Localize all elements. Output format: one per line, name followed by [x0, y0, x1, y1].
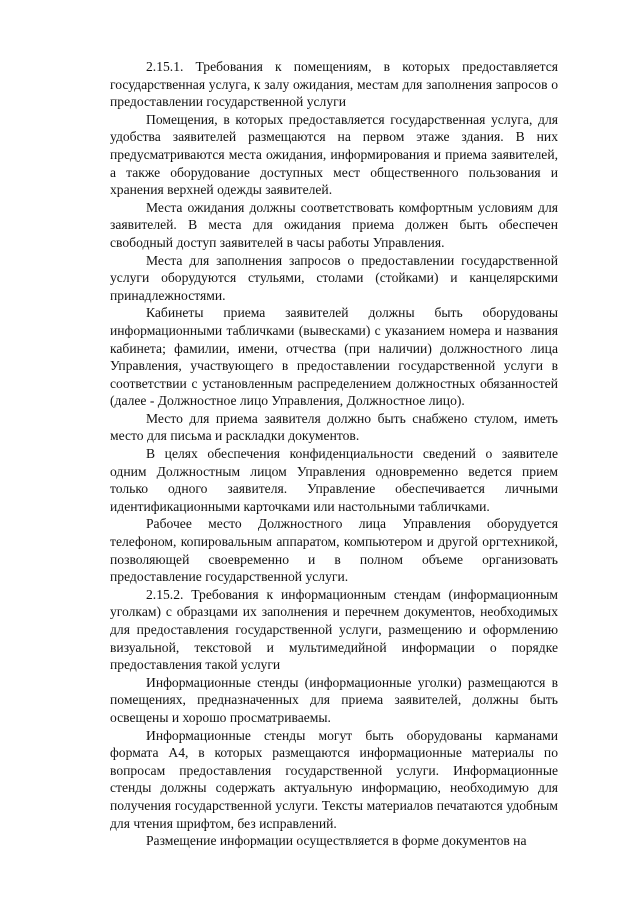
paragraph-waiting-places: Места ожидания должны соответствовать комфортным условиям для заявителей. В места для ожидания приема должен быть обеспечен свободный доступ заявителей в часы работы Управления. [110, 199, 558, 250]
paragraph-applicant-seat: Место для приема заявителя должно быть снабжено стулом, иметь место для письма и раскладки документов. [110, 410, 558, 444]
document-page [110, 58, 558, 850]
paragraph-info-stands-placement: Информационные стенды (информационные уголки) размещаются в помещениях, предназначенных для приема заявителей, должны быть освещены и хорошо просматриваемы. [110, 674, 558, 725]
paragraph-confidentiality: В целях обеспечения конфиденциальности сведений о заявителе одним Должностным лицом Управления одновременно ведется прием только одного заявителя. Управление обеспечивается личными идентификационными карточками или настольными табличками. [110, 446, 558, 514]
section-heading-2-15-1: 2.15.1. Требования к помещениям, в которых предоставляется государственная услуга, к залу ожидания, местам для заполнения запросов о предоставлении государственной услуги [110, 59, 558, 110]
section-heading-2-15-2: 2.15.2. Требования к информационным стендам (информационным уголкам) с образцами их заполнения и перечнем документов, необходимых для предоставления государственной услуги, размещению и оформлению визуальной, текстовой и мультимедийной информации о порядке предоставления такой услуги [110, 586, 558, 673]
paragraph-filling-places: Места для заполнения запросов о предоставлении государственной услуги оборудуются стульями, столами (стойками) и канцелярскими принадлежностями. [110, 252, 558, 303]
paragraph-info-stands-content: Информационные стенды могут быть оборудованы карманами формата А4, в которых размещаются информационные материалы по вопросам предоставления государственной услуги. Информационные стенды должны содержать актуальную информацию, необходимую для получения государственной услуги. Тексты материалов печатаются удобным для чтения шрифтом, без исправлений. [110, 727, 558, 831]
paragraph-info-placement: Размещение информации осуществляется в форме документов на [146, 833, 527, 849]
paragraph-reception-rooms: Кабинеты приема заявителей должны быть оборудованы информационными табличками (вывесками) с указанием номера и названия кабинета; фамилии, имени, отчества (при наличии) должностного лица Управления, участвующего в предоставлении государственной услуги в соответствии с установленным распределением должностных обязанностей (далее - Должностное лицо Управления, Должностное лицо). [110, 305, 558, 409]
paragraph-workplace: Рабочее место Должностного лица Управления оборудуется телефоном, копировальным аппаратом, компьютером и другой оргтехникой, позволяющей своевременно и в полном объеме организовать предоставление государственной услуги. [110, 516, 558, 585]
paragraph-premises: Помещения, в которых предоставляется государственная услуга, для удобства заявителей размещаются на первом этаже здания. В них предусматриваются места ожидания, информирования и приема заявителей, а также оборудование доступных мест общественного пользования и хранения верхней одежды заявителей. [110, 111, 558, 198]
